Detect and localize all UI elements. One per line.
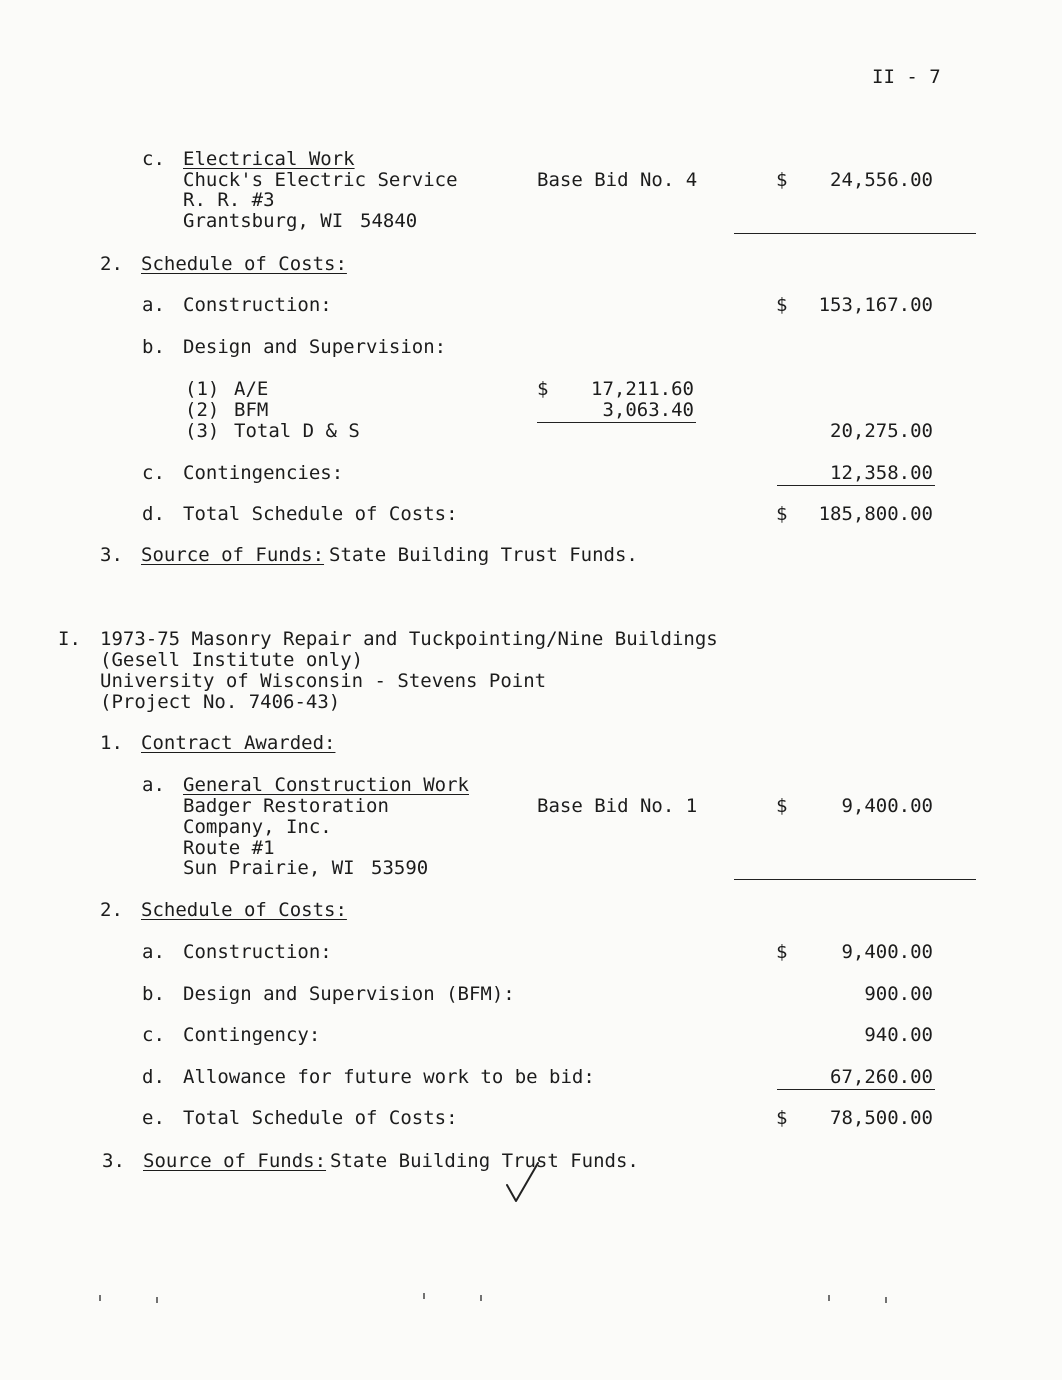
contingencies-amount: 12,358.00 <box>830 462 933 484</box>
amount: 9,400.00 <box>841 795 933 817</box>
currency-sign: $ <box>537 378 549 400</box>
section-number: 2. <box>100 253 123 275</box>
sub-item-name: BFM <box>234 399 269 421</box>
item-label: e. <box>142 1107 165 1129</box>
source-of-funds-label: Source of Funds: <box>143 1150 327 1172</box>
electrical-work-heading: Electrical Work <box>183 148 355 170</box>
item-label: d. <box>142 503 165 525</box>
page-number: II - 7 <box>872 66 941 88</box>
project-number: (Project No. 7406-43) <box>100 691 341 713</box>
subtotal-rule <box>537 422 696 423</box>
total-rule <box>777 485 935 486</box>
base-bid: Base Bid No. 4 <box>537 169 698 191</box>
total-schedule-label: Total Schedule of Costs: <box>183 503 458 525</box>
contingency-label: Contingency: <box>183 1024 321 1046</box>
sub-item-amount: 3,063.40 <box>602 399 694 421</box>
total-schedule-label: Total Schedule of Costs: <box>183 1107 458 1129</box>
schedule-of-costs-heading: Schedule of Costs: <box>141 899 347 921</box>
construction-label: Construction: <box>183 294 332 316</box>
scan-marks <box>0 1285 1062 1325</box>
construction-label: Construction: <box>183 941 332 963</box>
currency-sign: $ <box>776 503 788 525</box>
currency-sign: $ <box>776 1107 788 1129</box>
source-of-funds-label: Source of Funds: <box>141 544 325 566</box>
currency-sign: $ <box>776 169 788 191</box>
contractor-city: Sun Prairie, WI <box>183 857 355 879</box>
sub-item-name: A/E <box>234 378 269 400</box>
source-of-funds-text: State Building Trust Funds. <box>330 1150 639 1172</box>
currency-sign: $ <box>776 941 788 963</box>
design-supervision-amount: 900.00 <box>864 983 933 1005</box>
item-label: a. <box>142 941 165 963</box>
sub-item-name: Total D & S <box>234 420 360 442</box>
contractor-name-cont: Company, Inc. <box>183 816 332 838</box>
contingency-amount: 940.00 <box>864 1024 933 1046</box>
construction-amount: 153,167.00 <box>818 294 933 316</box>
contingencies-label: Contingencies: <box>183 462 344 484</box>
section-number: 3. <box>102 1150 125 1172</box>
project-title: 1973-75 Masonry Repair and Tuckpointing/Nine Buildings <box>100 628 718 650</box>
item-label: c. <box>142 1024 165 1046</box>
design-total-amount: 20,275.00 <box>830 420 933 442</box>
check-mark-icon <box>504 1160 544 1210</box>
sub-item-amount: 17,211.60 <box>591 378 694 400</box>
contractor-city: Grantsburg, WI <box>183 210 344 232</box>
allowance-amount: 67,260.00 <box>830 1066 933 1088</box>
sub-item-number: (3) <box>185 420 220 442</box>
contractor-name: Chuck's Electric Service <box>183 169 458 191</box>
item-label: d. <box>142 1066 165 1088</box>
item-label: a. <box>142 774 165 796</box>
contractor-address: Route #1 <box>183 837 275 859</box>
item-label: a. <box>142 294 165 316</box>
contractor-address: R. R. #3 <box>183 189 275 211</box>
total-rule <box>734 879 976 880</box>
total-schedule-amount: 185,800.00 <box>818 503 933 525</box>
project-institution: University of Wisconsin - Stevens Point <box>100 670 547 692</box>
total-rule <box>777 1089 935 1090</box>
section-number: 3. <box>100 544 123 566</box>
total-schedule-amount: 78,500.00 <box>830 1107 933 1129</box>
contract-awarded-heading: Contract Awarded: <box>141 732 336 754</box>
currency-sign: $ <box>776 795 788 817</box>
sub-item-number: (1) <box>185 378 220 400</box>
general-construction-heading: General Construction Work <box>183 774 469 796</box>
allowance-label: Allowance for future work to be bid: <box>183 1066 595 1088</box>
total-rule <box>734 233 976 234</box>
section-number: 2. <box>100 899 123 921</box>
item-label: b. <box>142 336 165 358</box>
contractor-zip: 54840 <box>360 210 418 232</box>
sub-item-number: (2) <box>185 399 220 421</box>
design-supervision-label: Design and Supervision (BFM): <box>183 983 515 1005</box>
source-of-funds-text: State Building Trust Funds. <box>329 544 638 566</box>
construction-amount: 9,400.00 <box>841 941 933 963</box>
item-label: c. <box>142 462 165 484</box>
contractor-zip: 53590 <box>371 857 429 879</box>
project-subtitle: (Gesell Institute only) <box>100 649 364 671</box>
section-number: 1. <box>100 732 123 754</box>
item-label: b. <box>142 983 165 1005</box>
amount: 24,556.00 <box>830 169 933 191</box>
base-bid: Base Bid No. 1 <box>537 795 698 817</box>
schedule-of-costs-heading: Schedule of Costs: <box>141 253 347 275</box>
design-supervision-label: Design and Supervision: <box>183 336 447 358</box>
contractor-name: Badger Restoration <box>183 795 389 817</box>
currency-sign: $ <box>776 294 788 316</box>
section-roman-numeral: I. <box>58 628 81 650</box>
item-label: c. <box>142 148 165 170</box>
